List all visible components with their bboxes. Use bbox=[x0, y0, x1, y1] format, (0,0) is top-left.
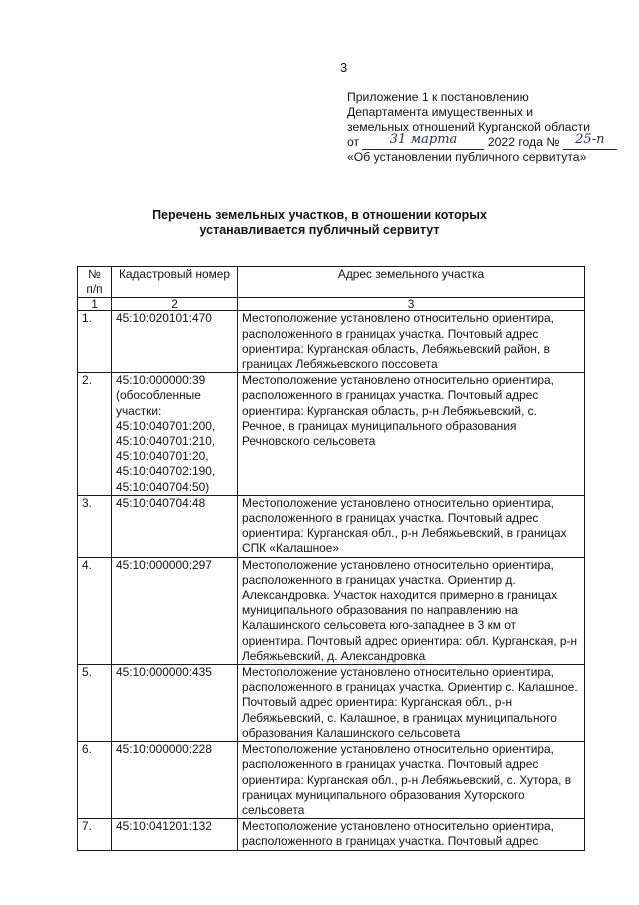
address-cell: Местоположение установлено относительно ориентира, расположенного в границах участка. Ориентир с. Калашное. Почтовый адрес ориентира: Курганская обл., р-н Лебяжьевский, с. Калашное, в границах муниципального образования Калашинского сельсовета bbox=[238, 665, 585, 742]
handwritten-number: 25-п bbox=[575, 132, 605, 147]
title-line-1: Перечень земельных участков, в отношении которых bbox=[152, 208, 487, 222]
column-number: 3 bbox=[238, 298, 585, 311]
cadastral-number: 45:10:040701:210, bbox=[116, 434, 216, 449]
cadastral-number: 45:10:000000:435 bbox=[116, 665, 212, 680]
table-body bbox=[78, 311, 585, 850]
header-cadastral: Кадастровый номер bbox=[112, 267, 238, 298]
row-number: 1. bbox=[78, 311, 112, 373]
table-row bbox=[78, 495, 585, 557]
address-cell: Местоположение установлено относительно ориентира, расположенного в границах участка. Ориентир д. Александровка. Участок находится примерно в границах муниципального образования по направлению на Калашинского сельсовета юго-западнее в 3 км от ориентира. Почтовый адрес ориентира: обл. Курганская, р-н Лебяжьевский, д. Александровка bbox=[238, 557, 585, 664]
table-row bbox=[78, 665, 585, 742]
row-number: 7. bbox=[78, 819, 112, 850]
cadastral-number-cell bbox=[112, 373, 238, 496]
cadastral-number-cell bbox=[112, 557, 238, 664]
address-cell: Местоположение установлено относительно ориентира, расположенного в границах участка. Почтовый адрес ориентира: Курганская обл., р-н Лебяжьевский, с. Хутора, в границах муниципального образования Хуторского сельсовета bbox=[238, 742, 585, 819]
appendix-header bbox=[347, 90, 617, 165]
date-middle: 2022 года № bbox=[487, 135, 560, 149]
cadastral-number: 45:10:040702:190, bbox=[116, 464, 216, 479]
column-number: 1 bbox=[78, 298, 112, 311]
cadastral-number: (обособленные bbox=[116, 388, 201, 403]
appendix-line-1: Приложение 1 к постановлению bbox=[347, 90, 529, 104]
table-row bbox=[78, 373, 585, 496]
document-title bbox=[0, 208, 639, 238]
column-number: 2 bbox=[112, 298, 238, 311]
date-prefix: от bbox=[347, 135, 360, 149]
number-field bbox=[563, 132, 617, 150]
row-number: 6. bbox=[78, 742, 112, 819]
cadastral-number: 45:10:040704:48 bbox=[116, 495, 206, 510]
table-header-row bbox=[78, 267, 585, 298]
cadastral-number: 45:10:020101:470 bbox=[116, 311, 212, 326]
row-number: 3. bbox=[78, 495, 112, 557]
cadastral-number: 45:10:041201:132 bbox=[116, 819, 212, 834]
header-num: № п/п bbox=[78, 267, 112, 298]
title-line-2: устанавливается публичный сервитут bbox=[199, 223, 440, 237]
header-address: Адрес земельного участка bbox=[238, 267, 585, 298]
column-numbers-row bbox=[78, 298, 585, 311]
appendix-date-line bbox=[347, 132, 617, 150]
row-number: 4. bbox=[78, 557, 112, 664]
address-cell: Местоположение установлено относительно ориентира, расположенного в границах участка. Почтовый адрес ориентира: Курганская область, Лебяжьевский район, в границах Лебяжьевского поссовета bbox=[238, 311, 585, 373]
cadastral-number-cell bbox=[112, 819, 238, 850]
cadastral-number: 45:10:040701:20, bbox=[116, 449, 209, 464]
cadastral-number: 45:10:000000:39 bbox=[116, 373, 206, 388]
appendix-line-3: земельных отношений Курганской области bbox=[347, 120, 590, 134]
table-row bbox=[78, 819, 585, 850]
table-row bbox=[78, 557, 585, 664]
row-number: 2. bbox=[78, 373, 112, 496]
table-row bbox=[78, 742, 585, 819]
cadastral-number: 45:10:040704:50) bbox=[116, 479, 210, 494]
cadastral-number-cell bbox=[112, 311, 238, 373]
cadastral-number: 45:10:040701:200, bbox=[116, 418, 216, 433]
handwritten-date: 31 марта bbox=[389, 132, 458, 147]
appendix-line-5: «Об установлении публичного сервитута» bbox=[347, 150, 587, 164]
cadastral-number: 45:10:000000:228 bbox=[116, 742, 212, 757]
cadastral-number-cell bbox=[112, 665, 238, 742]
cadastral-number-cell bbox=[112, 495, 238, 557]
parcels-table bbox=[77, 266, 585, 851]
cadastral-number: участки: bbox=[116, 403, 162, 418]
appendix-line-2: Департамента имущественных и bbox=[347, 105, 534, 119]
date-field bbox=[362, 132, 484, 150]
address-cell: Местоположение установлено относительно ориентира, расположенного в границах участка. Почтовый адрес ориентира: Курганская обл., р-н Лебяжьевский, в границах СПК «Калашное» bbox=[238, 495, 585, 557]
address-cell: Местоположение установлено относительно ориентира, расположенного в границах участка. Почтовый адрес ориентира: Курганская область, р-н Лебяжьевский, с. Речное, в границах муниципального образования Речновского сельсовета bbox=[238, 373, 585, 496]
table-row bbox=[78, 311, 585, 373]
cadastral-number: 45:10:000000:297 bbox=[116, 557, 212, 572]
address-cell: Местоположение установлено относительно ориентира, расположенного в границах участка. Почтовый адрес bbox=[238, 819, 585, 850]
page-number: 3 bbox=[340, 60, 348, 75]
cadastral-number-cell bbox=[112, 742, 238, 819]
row-number: 5. bbox=[78, 665, 112, 742]
